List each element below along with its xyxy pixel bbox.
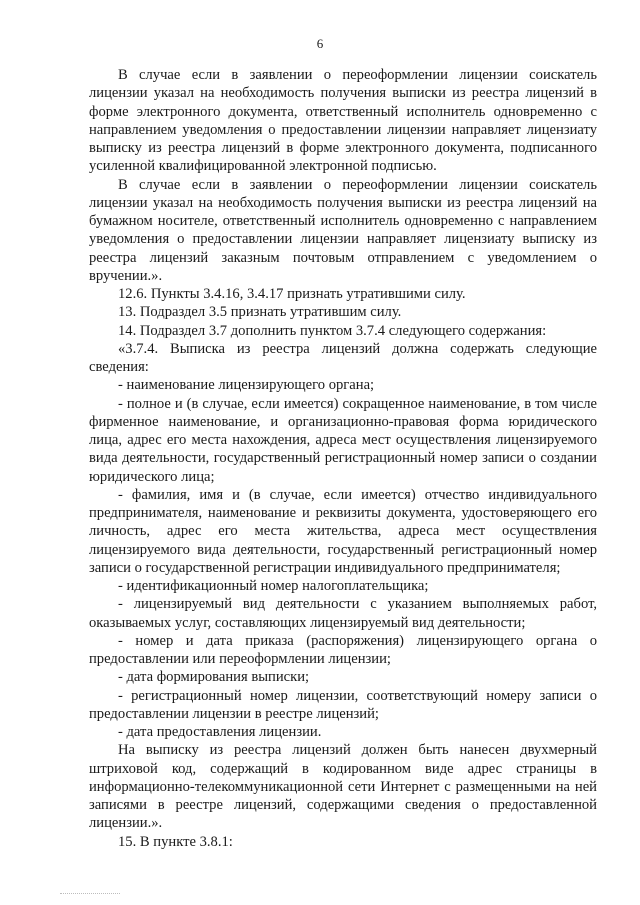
list-item-taxpayer-id: - идентификационный номер налогоплательщика; [118, 578, 429, 594]
list-item-license-date: - дата предоставления лицензии. [118, 724, 322, 740]
document-body [89, 66, 597, 851]
scan-artifact-divider [60, 893, 120, 898]
list-item-activity-type: - лицензируемый вид деятельности с указанием выполняемых работ, оказываемых услуг, составляющих лицензируемый вид деятельности; [89, 596, 597, 631]
paragraph-electronic-extract: В случае если в заявлении о переоформлении лицензии соискатель лицензии указал на необходимость получения выписки из реестра лицензий в форме электронного документа, ответственный исполнитель одновременно с направлением уведомления о предоставлении лицензии направляет лицензиату выписку из реестра лицензий в форме электронного документа, подписанного усиленной квалифицированной электронной подписью. [89, 67, 597, 175]
list-item-extract-date: - дата формирования выписки; [118, 669, 310, 686]
list-item-entrepreneur: - фамилия, имя и (в случае, если имеется) отчество индивидуального предпринимателя, наименование и реквизиты документа, удостоверяющего его личность, адрес его места жительства, адреса мест осуществления лицензируемого вида деятельности, государственный регистрационный номер записи о государственной регистрации индивидуального предпринимателя; [89, 486, 597, 576]
paragraph-14: 14. Подраздел 3.7 дополнить пунктом 3.7.4 следующего содержания: [118, 322, 547, 339]
paragraph-15: 15. В пункте 3.8.1: [118, 833, 233, 850]
list-item-legal-entity: - полное и (в случае, если имеется) сокращенное наименование, в том числе фирменное наименование, и организационно-правовая форма юридического лица, адрес его места нахождения, адреса мест осуществления лицензируемого вида деятельности, государственный регистрационный номер записи о создании юридического лица; [89, 395, 597, 485]
list-item-registration-number: - регистрационный номер лицензии, соответствующий номеру записи о предоставлении лицензии в реестре лицензий; [89, 687, 597, 722]
paragraph-3-7-4: «3.7.4. Выписка из реестра лицензий должна содержать следующие сведения: [89, 340, 597, 375]
paragraph-13: 13. Подраздел 3.5 признать утратившим силу. [118, 304, 402, 321]
paragraph-barcode: На выписку из реестра лицензий должен быть нанесен двухмерный штриховой код, содержащий в кодированном виде адрес страницы в информационно-телекоммуникационной сети Интернет с размещенными на ней записями в реестре лицензий, содержащими сведения о предоставленной лицензии.». [89, 742, 597, 832]
paragraph-12-6: 12.6. Пункты 3.4.16, 3.4.17 признать утратившими силу. [118, 286, 466, 302]
page-number: 6 [316, 36, 324, 51]
paragraph-paper-extract: В случае если в заявлении о переоформлении лицензии соискатель лицензии указал на необходимость получения выписки из реестра лицензий на бумажном носителе, ответственный исполнитель одновременно с направлением уведомления о предоставлении лицензии направляет лицензиату выписку из реестра лицензий заказным почтовым отправлением с уведомлением о вручении.». [89, 176, 597, 284]
list-item-licensing-body: - наименование лицензирующего органа; [118, 377, 375, 394]
list-item-order-number: - номер и дата приказа (распоряжения) лицензирующего органа о предоставлении или переоформлении лицензии; [89, 632, 597, 667]
